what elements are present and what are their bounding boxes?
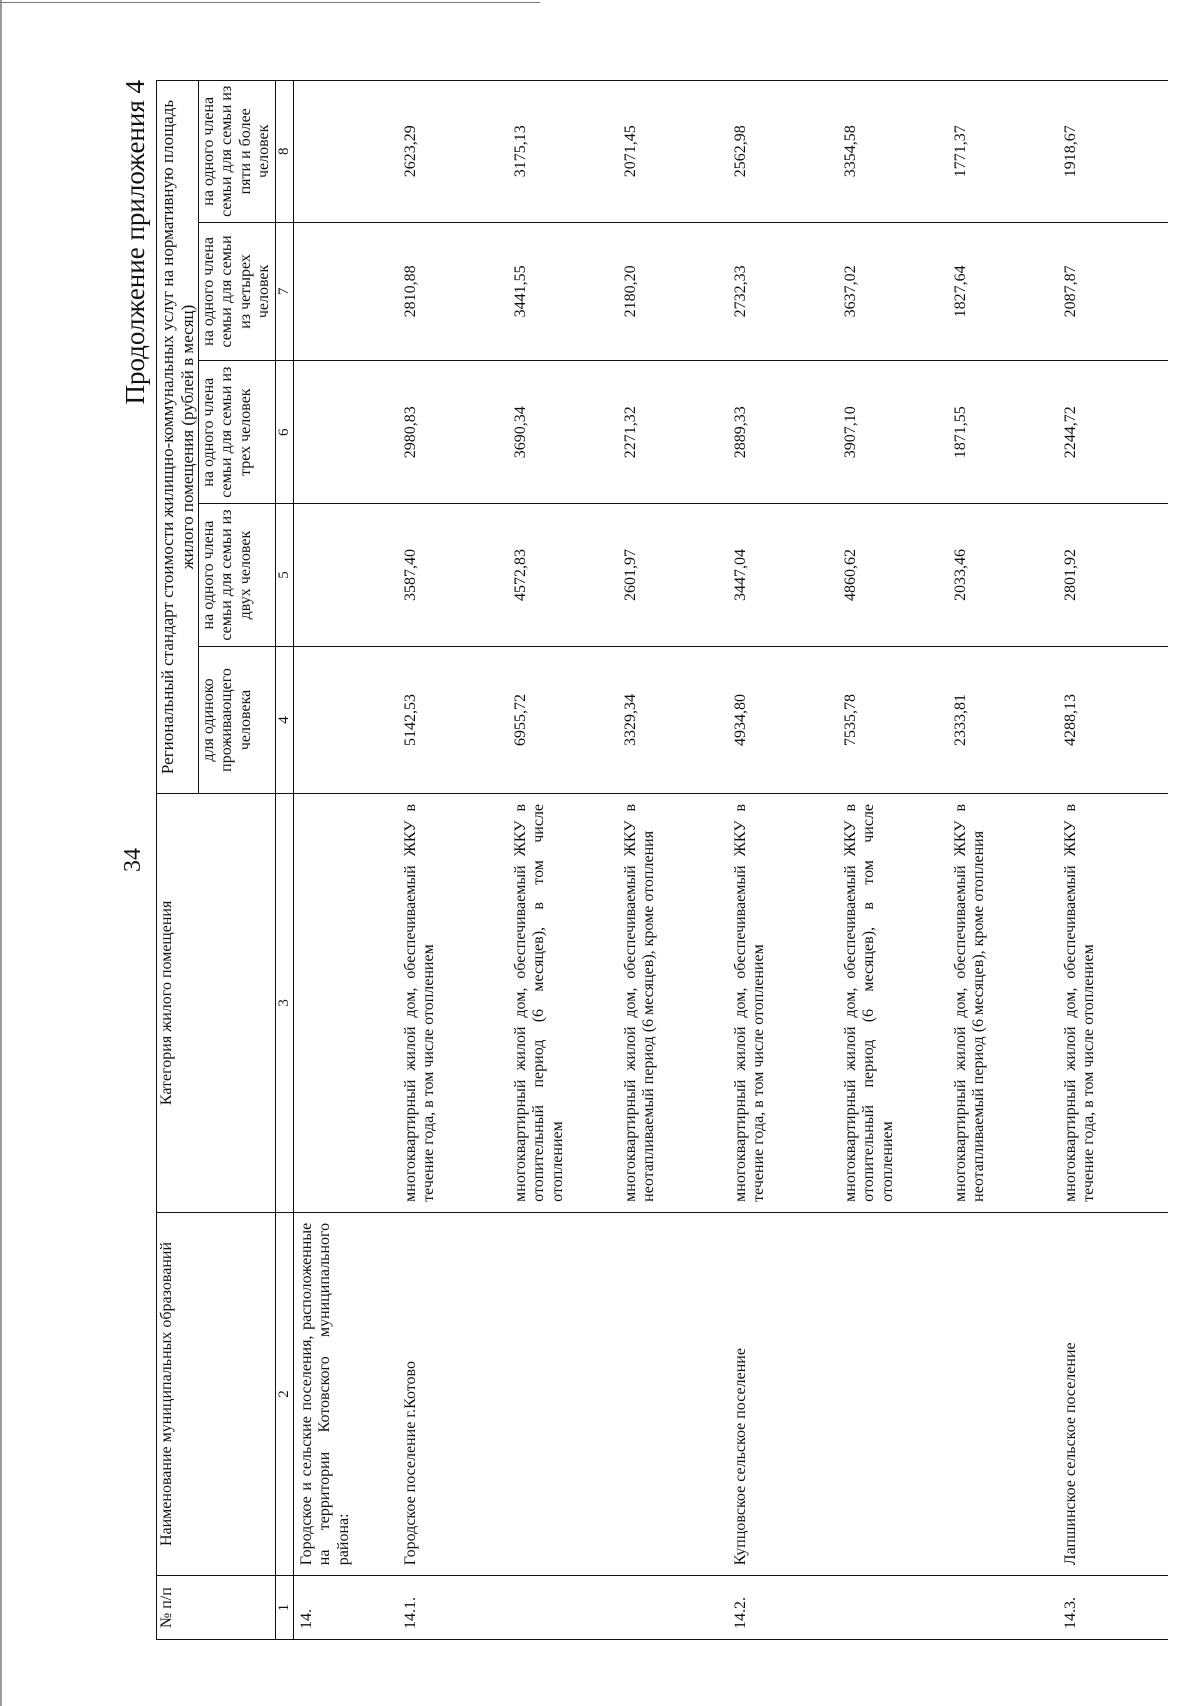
row-value: 3175,13	[508, 81, 618, 223]
document-sheet	[120, 80, 1140, 1640]
table-header	[157, 81, 294, 1640]
header-name: Наименование муниципальных образований	[157, 1212, 276, 1575]
header-sub: для одиноко проживающего человека	[199, 646, 276, 793]
column-number: 2	[275, 1212, 293, 1575]
row-num: 14.2.	[728, 1576, 838, 1640]
row-value: 6955,72	[508, 646, 618, 793]
row-category: многоквартирный жилой дом, обеспечиваемый ЖКУ в течение года, в том числе отоплением	[728, 793, 838, 1212]
row-value: 2071,45	[618, 81, 728, 223]
row-value: 2732,33	[728, 222, 838, 361]
row-value: 2244,72	[1058, 361, 1168, 504]
row-value: 3441,55	[508, 222, 618, 361]
scan-edge-left	[0, 0, 2, 1706]
header-num: № п/п	[157, 1576, 276, 1640]
row-value: 3587,40	[398, 504, 508, 647]
row-num: 14.3.	[1058, 1576, 1168, 1640]
row-name	[948, 1212, 1058, 1575]
row-value: 2087,87	[1058, 222, 1168, 361]
row-value: 2562,98	[728, 81, 838, 223]
table-row	[293, 81, 398, 1640]
row-name: Лапшинское сельское поселение	[1058, 1212, 1168, 1575]
row-value: 1871,55	[948, 361, 1058, 504]
row-value: 2180,20	[618, 222, 728, 361]
column-number: 1	[275, 1576, 293, 1640]
row-value: 3637,02	[838, 222, 948, 361]
row-value: 2889,33	[728, 361, 838, 504]
row-num	[948, 1576, 1058, 1640]
row-value: 3690,34	[508, 361, 618, 504]
row-name: Купцовское сельское поселение	[728, 1212, 838, 1575]
row-value: 7535,78	[838, 646, 948, 793]
row-value: 4860,62	[838, 504, 948, 647]
page-number: 34	[120, 848, 146, 872]
scan-edge-line	[0, 2, 540, 3]
row-category: многоквартирный жилой дом, обеспечиваемый ЖКУ в неотапливаемый период (6 месяцев), кроме отопления	[618, 793, 728, 1212]
table-row	[728, 81, 838, 1640]
row-value: 3447,04	[728, 504, 838, 647]
row-category: многоквартирный жилой дом, обеспечиваемый ЖКУ в отопительный период (6 месяцев), в том числе отоплением	[508, 793, 618, 1212]
row-name: Городское поселение г.Котово	[398, 1212, 508, 1575]
column-number: 6	[275, 361, 293, 504]
row-num: 14.	[293, 1576, 398, 1640]
row-value: 4572,83	[508, 504, 618, 647]
column-number: 3	[275, 793, 293, 1212]
table-row	[508, 81, 618, 1640]
table-row	[1058, 81, 1168, 1640]
column-number: 5	[275, 504, 293, 647]
row-value: 2623,29	[398, 81, 508, 223]
row-category: многоквартирный жилой дом, обеспечиваемый ЖКУ в отопительный период (6 месяцев), в том числе отоплением	[838, 793, 948, 1212]
row-category: многоквартирный жилой дом, обеспечиваемый ЖКУ в течение года, в том числе отоплением	[1058, 793, 1168, 1212]
row-name: Городское и сельские поселения, расположенные на территории Котовского муниципального района:	[293, 1212, 398, 1575]
row-name	[838, 1212, 948, 1575]
header-sub: на одного члена семьи для семьи из трех человек	[199, 361, 276, 504]
row-num	[618, 1576, 728, 1640]
row-value: 3907,10	[838, 361, 948, 504]
row-value: 2980,83	[398, 361, 508, 504]
row-value: 4288,13	[1058, 646, 1168, 793]
column-number: 8	[275, 81, 293, 223]
row-value: 2601,97	[618, 504, 728, 647]
row-value: 2333,81	[948, 646, 1058, 793]
table-row	[948, 81, 1058, 1640]
table-row	[618, 81, 728, 1640]
continuation-title: Продолжение приложения 4	[120, 80, 150, 405]
row-value: 2810,88	[398, 222, 508, 361]
row-value: 1827,64	[948, 222, 1058, 361]
row-num	[508, 1576, 618, 1640]
standards-table	[156, 80, 1168, 1640]
column-number: 4	[275, 646, 293, 793]
table-body	[293, 81, 1168, 1640]
row-num: 14.1.	[398, 1576, 508, 1640]
table-row	[838, 81, 948, 1640]
header-sub: на одного члена семьи для семьи из четырех человек	[199, 222, 276, 361]
row-value: 5142,53	[398, 646, 508, 793]
row-value: 4934,80	[728, 646, 838, 793]
header-sub: на одного члена семьи для семьи из пяти и более человек	[199, 81, 276, 223]
row-value: 2271,32	[618, 361, 728, 504]
table-row	[398, 81, 508, 1640]
header-category: Категория жилого помещения	[157, 793, 276, 1212]
row-name	[618, 1212, 728, 1575]
row-category: многоквартирный жилой дом, обеспечиваемый ЖКУ в течение года, в том числе отоплением	[398, 793, 508, 1212]
column-number: 7	[275, 222, 293, 361]
row-num	[838, 1576, 948, 1640]
row-value: 2801,92	[1058, 504, 1168, 647]
row-name	[508, 1212, 618, 1575]
header-sub: на одного члена семьи для семьи из двух человек	[199, 504, 276, 647]
row-value: 1771,37	[948, 81, 1058, 223]
row-value: 3354,58	[838, 81, 948, 223]
row-value: 1918,67	[1058, 81, 1168, 223]
row-value: 3329,34	[618, 646, 728, 793]
row-value: 2033,46	[948, 504, 1058, 647]
row-category: многоквартирный жилой дом, обеспечиваемый ЖКУ в неотапливаемый период (6 месяцев), кроме отопления	[948, 793, 1058, 1212]
header-group: Региональный стандарт стоимости жилищно-коммунальных услуг на нормативную площадь жилого помещения (рублей в месяц)	[157, 81, 199, 794]
